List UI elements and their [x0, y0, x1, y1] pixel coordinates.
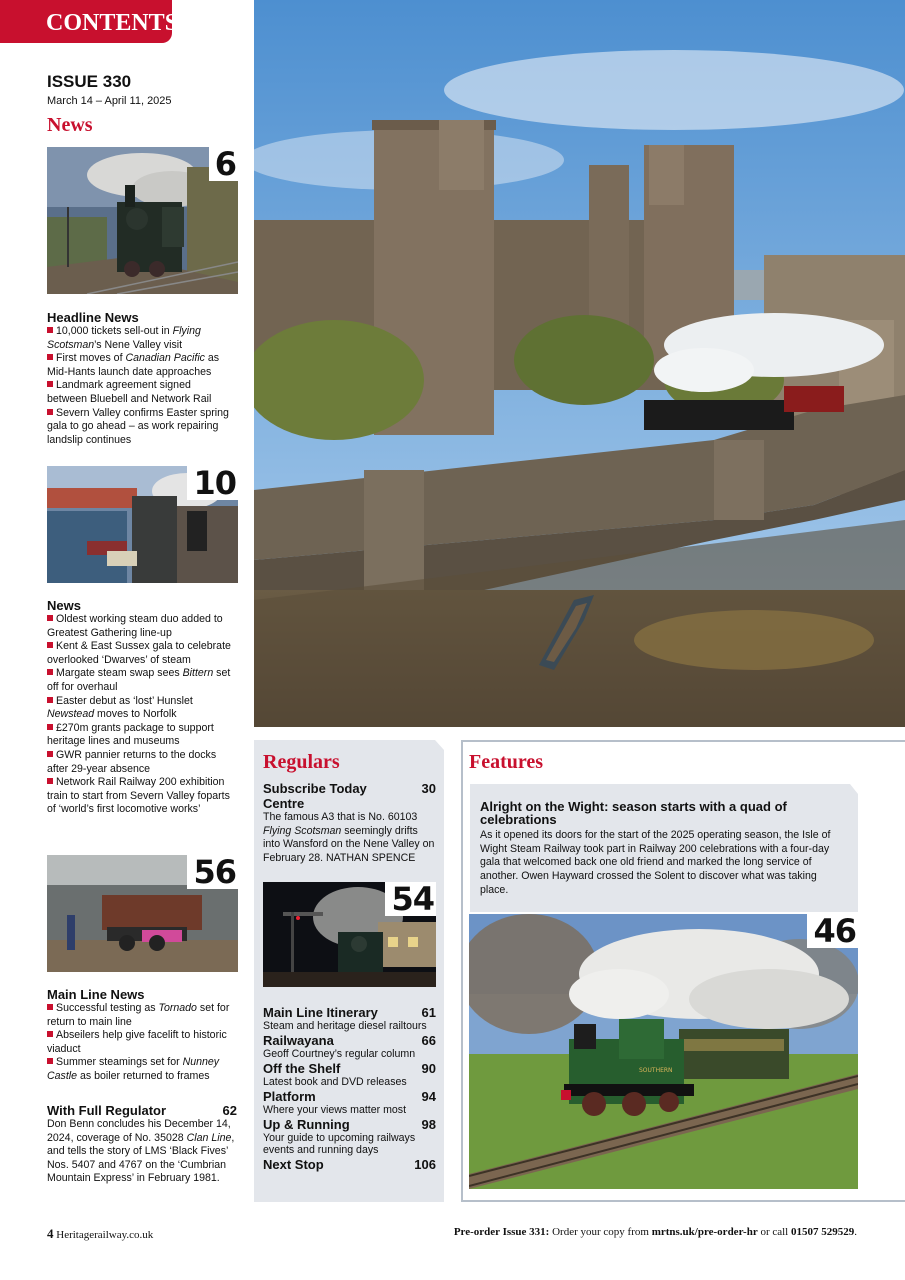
regular-item[interactable]: Main Line Itinerary 61 Steam and heritage diesel railtours [263, 1005, 436, 1032]
hero-photo-castle[interactable] [254, 0, 905, 727]
feature-headline: Alright on the Wight: season starts with a quad of celebrations [480, 799, 787, 827]
footer-site[interactable]: Heritagerailway.co.uk [56, 1229, 154, 1241]
centre-heading: Centre [263, 796, 305, 811]
full-regulator-heading: With Full Regulator [47, 1103, 167, 1118]
news-heading: News [47, 598, 81, 613]
centre-caption: The famous A3 that is No. 60103 Flying Scotsman seemingly drifts into Wansford on the Nene Valley on February 28. NATHAN SPENCE [263, 811, 435, 864]
list-item[interactable]: 10,000 tickets sell-out in Flying Scotsman’s Nene Valley visit [47, 325, 201, 351]
page-number-badge: 10 [187, 466, 238, 500]
list-item[interactable]: Landmark agreement signed between Bluebell and Network Rail [47, 379, 212, 405]
full-regulator-desc: Don Benn concludes his December 14, 2024, coverage of No. 35028 Clan Line, and tells the story of LMS ‘Black Fives’ Nos. 5407 and 4767 on the ‘Cumbrian Mountain Express’ in February 1981. [47, 1118, 235, 1185]
regular-item[interactable]: Off the Shelf 90 Latest book and DVD releases [263, 1061, 436, 1088]
list-item[interactable]: Oldest working steam duo added to Greatest Gathering line-up [47, 613, 223, 639]
page-number-badge: 6 [209, 147, 238, 181]
regular-item[interactable]: Railwayana 66 Geoff Courtney’s regular column [263, 1033, 436, 1060]
preorder-phone[interactable]: 01507 529529 [791, 1226, 855, 1238]
regular-item[interactable]: Up & Running 98 Your guide to upcoming railways events and running days [263, 1117, 436, 1156]
list-item[interactable]: Abseilers help give facelift to historic viaduct [47, 1029, 227, 1055]
full-regulator-page: 62 [222, 1103, 237, 1118]
list-item[interactable]: Severn Valley confirms Easter spring gala to go ahead – as work repairing landslip continues [47, 406, 229, 446]
list-item[interactable]: Network Rail Railway 200 exhibition train to start from Severn Valley foparts of ‘world’s first locomotive works’ [47, 776, 230, 816]
issue-date: March 14 – April 11, 2025 [47, 95, 172, 107]
news-list [47, 613, 239, 817]
page-number-badge: 54 [385, 882, 436, 916]
contents-tab: CONTENTS [0, 0, 172, 43]
full-regulator-entry[interactable] [47, 1103, 237, 1186]
issue-number: ISSUE 330 [47, 72, 132, 91]
headline-news-list [47, 325, 233, 447]
main-line-news-list [47, 1002, 235, 1084]
list-item[interactable]: Kent & East Sussex gala to celebrate overlooked ‘Dwarves’ of steam [47, 640, 231, 666]
news-photo-harbour[interactable] [47, 466, 238, 583]
main-line-news-heading: Main Line News [47, 987, 145, 1002]
list-item[interactable]: £270m grants package to support heritage lines and museums [47, 721, 214, 748]
list-item[interactable]: GWR pannier returns to the docks after 29-year absence [47, 748, 217, 775]
subscribe-page: 30 [421, 781, 436, 796]
feature-entry[interactable] [480, 800, 838, 898]
news-section-title: News [47, 114, 93, 136]
loco-lettering: SOUTHERN [639, 1067, 673, 1074]
feature-photo-wight-train[interactable] [469, 914, 858, 1189]
list-item[interactable]: First moves of Canadian Pacific as Mid-Hants launch date approaches [47, 352, 220, 378]
list-item[interactable]: Margate steam swap sees Bittern set off for overhaul [47, 667, 231, 693]
news-photo-locomotive[interactable] [47, 147, 238, 294]
regulars-title: Regulars [263, 751, 340, 773]
list-item[interactable]: Summer steamings set for Nunney Castle as boiler returned to frames [47, 1056, 220, 1082]
subscribe-entry[interactable] [263, 781, 436, 796]
regular-item[interactable]: Platform 94 Where your views matter most [263, 1089, 436, 1116]
subscribe-label: Subscribe Today [263, 781, 367, 796]
footer-left [47, 1226, 153, 1242]
headline-news-heading: Headline News [47, 310, 139, 325]
list-item[interactable]: Easter debut as ‘lost’ Hunslet Newstead moves to Norfolk [47, 694, 193, 721]
page-number-badge: 56 [187, 855, 238, 889]
feature-body: As it opened its doors for the start of the 2025 operating season, the Isle of Wight Steam Railway took part in Railway 200 celebrations with a four-day gala that welcomed back one old friend and marked the long service of another. Owen Hayward crossed the Solent to discover what was taking place. [480, 829, 831, 896]
regular-item[interactable]: Next Stop 106 [263, 1157, 436, 1172]
page-number-badge: 46 [807, 914, 858, 948]
footer-preorder: Pre-order Issue 331: Order your copy from mrtns.uk/pre-order-hr or call 01507 529529. [453, 1226, 857, 1238]
list-item[interactable]: Successful testing as Tornado set for return to main line [47, 1002, 230, 1028]
news-photo-workshop[interactable] [47, 855, 238, 972]
footer-page-number: 4 [47, 1226, 54, 1241]
features-title: Features [469, 751, 544, 773]
regulars-list [263, 1005, 436, 1172]
regulars-photo-night-train[interactable] [263, 882, 436, 987]
preorder-link[interactable]: mrtns.uk/pre-order-hr [651, 1226, 758, 1238]
